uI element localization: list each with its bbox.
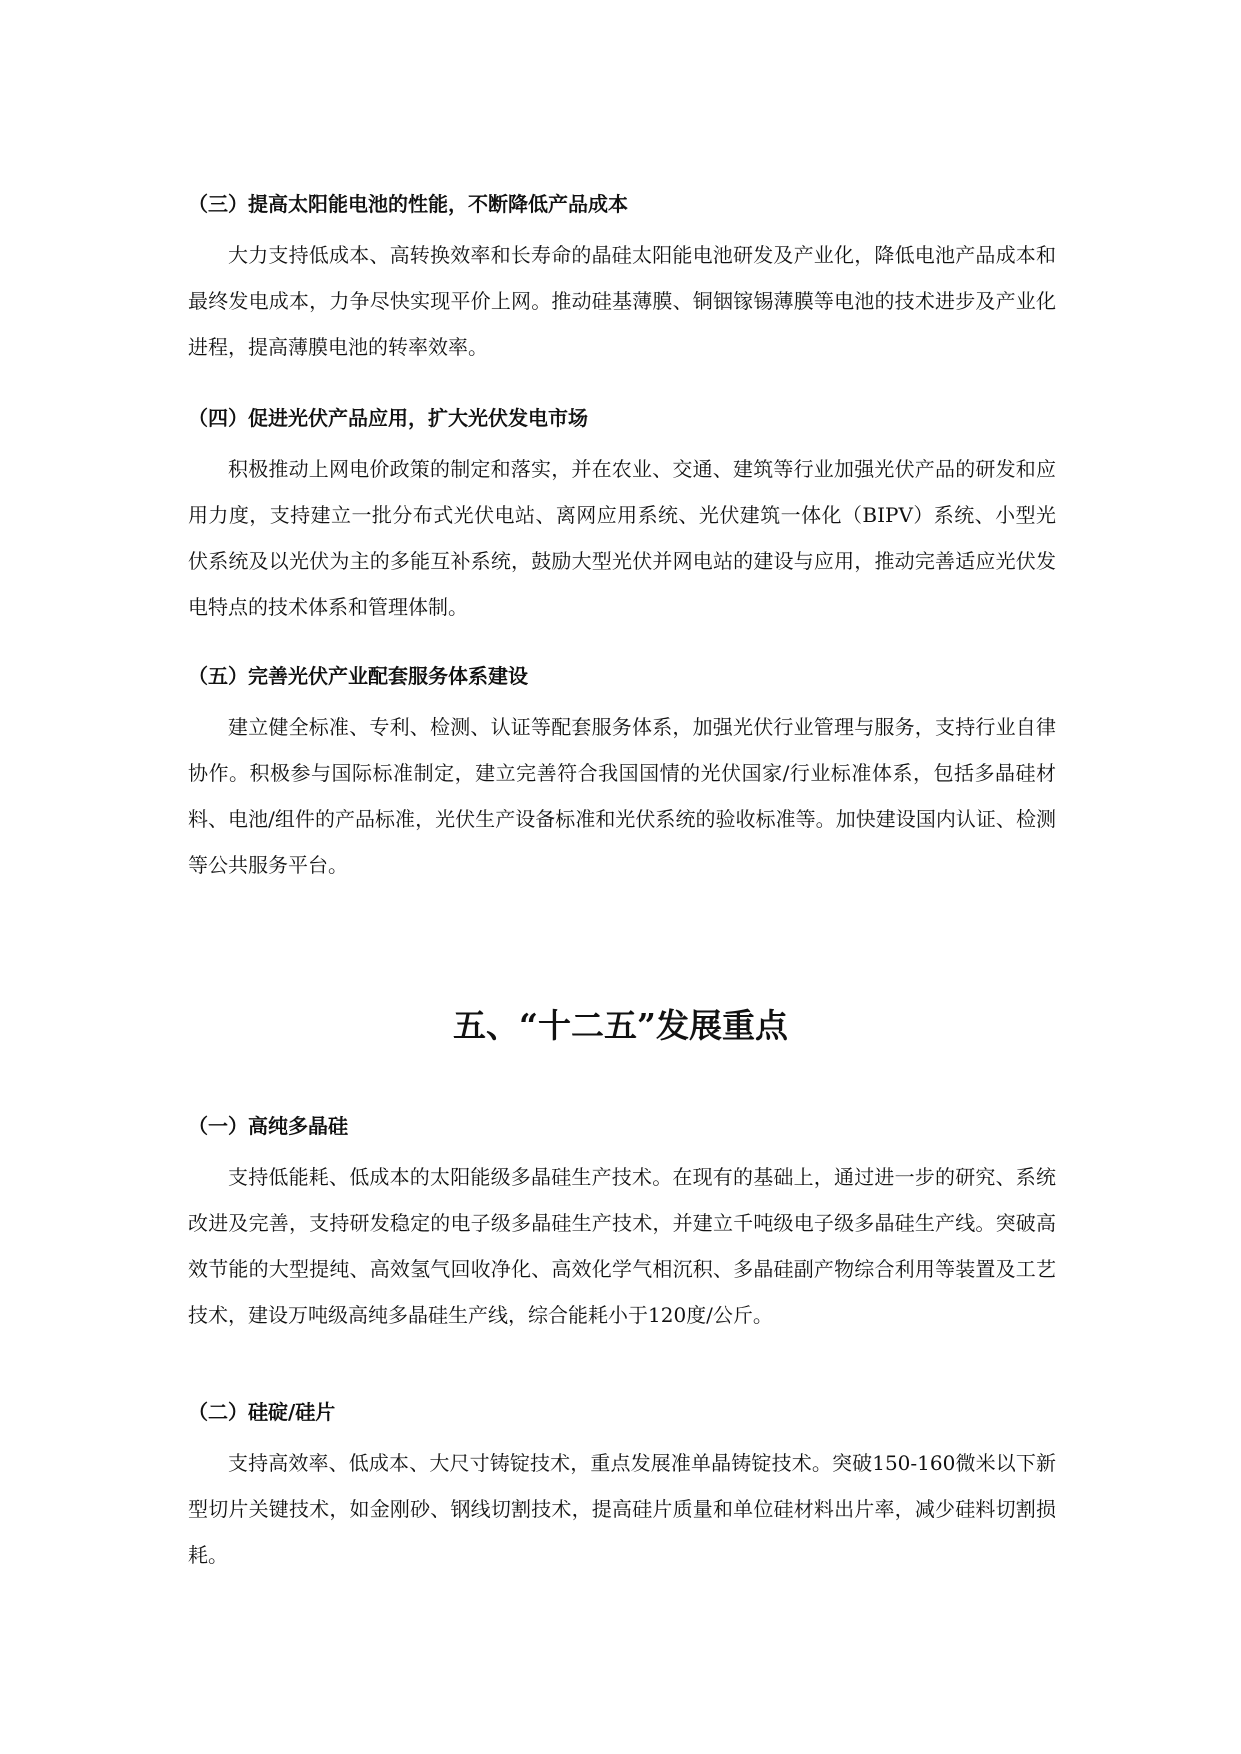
section-heading: （四）促进光伏产品应用，扩大光伏发电市场 (188, 406, 588, 430)
section-heading: （一）高纯多晶硅 (188, 1114, 348, 1138)
section-paragraph: 建立健全标准、专利、检测、认证等配套服务体系，加强光伏行业管理与服务，支持行业自律协作。积极参与国际标准制定，建立完善符合我国国情的光伏国家/行业标准体系，包括多晶硅材料、电池/组件的产品标准，光伏生产设备标准和光伏系统的验收标准等。加快建设国内认证、检测等公共服务平台。 (188, 715, 1056, 877)
section-heading: （五）完善光伏产业配套服务体系建设 (188, 664, 528, 688)
section-paragraph: 支持高效率、低成本、大尺寸铸锭技术，重点发展准单晶铸锭技术。突破150-160微米以下新型切片关键技术，如金刚砂、钢线切割技术，提高硅片质量和单位硅材料出片率，减少硅料切割损耗。 (188, 1451, 1056, 1567)
section-paragraph: 大力支持低成本、高转换效率和长寿命的晶硅太阳能电池研发及产业化，降低电池产品成本和最终发电成本，力争尽快实现平价上网。推动硅基薄膜、铜铟镓锡薄膜等电池的技术进步及产业化进程，提高薄膜电池的转率效率。 (188, 243, 1056, 359)
chapter-title: 五、“十二五”发展重点 (453, 1006, 788, 1045)
section-paragraph: 积极推动上网电价政策的制定和落实，并在农业、交通、建筑等行业加强光伏产品的研发和应用力度，支持建立一批分布式光伏电站、离网应用系统、光伏建筑一体化（BIPV）系统、小型光伏系统及以光伏为主的多能互补系统，鼓励大型光伏并网电站的建设与应用，推动完善适应光伏发电特点的技术体系和管理体制。 (188, 457, 1056, 619)
section-heading: （二）硅碇/硅片 (188, 1400, 336, 1424)
subsection-2 (188, 1398, 1056, 1578)
subsection-1 (188, 1112, 1056, 1338)
section-heading: （三）提高太阳能电池的性能，不断降低产品成本 (188, 192, 628, 216)
section-paragraph: 支持低能耗、低成本的太阳能级多晶硅生产技术。在现有的基础上，通过进一步的研究、系统改进及完善，支持研发稳定的电子级多晶硅生产技术，并建立千吨级电子级多晶硅生产线。突破高效节能的大型提纯、高效氢气回收净化、高效化学气相沉积、多晶硅副产物综合利用等装置及工艺技术，建设万吨级高纯多晶硅生产线，综合能耗小于120度/公斤。 (188, 1165, 1056, 1327)
section-4 (188, 404, 1056, 630)
section-3 (188, 190, 1056, 370)
section-5 (188, 662, 1056, 888)
